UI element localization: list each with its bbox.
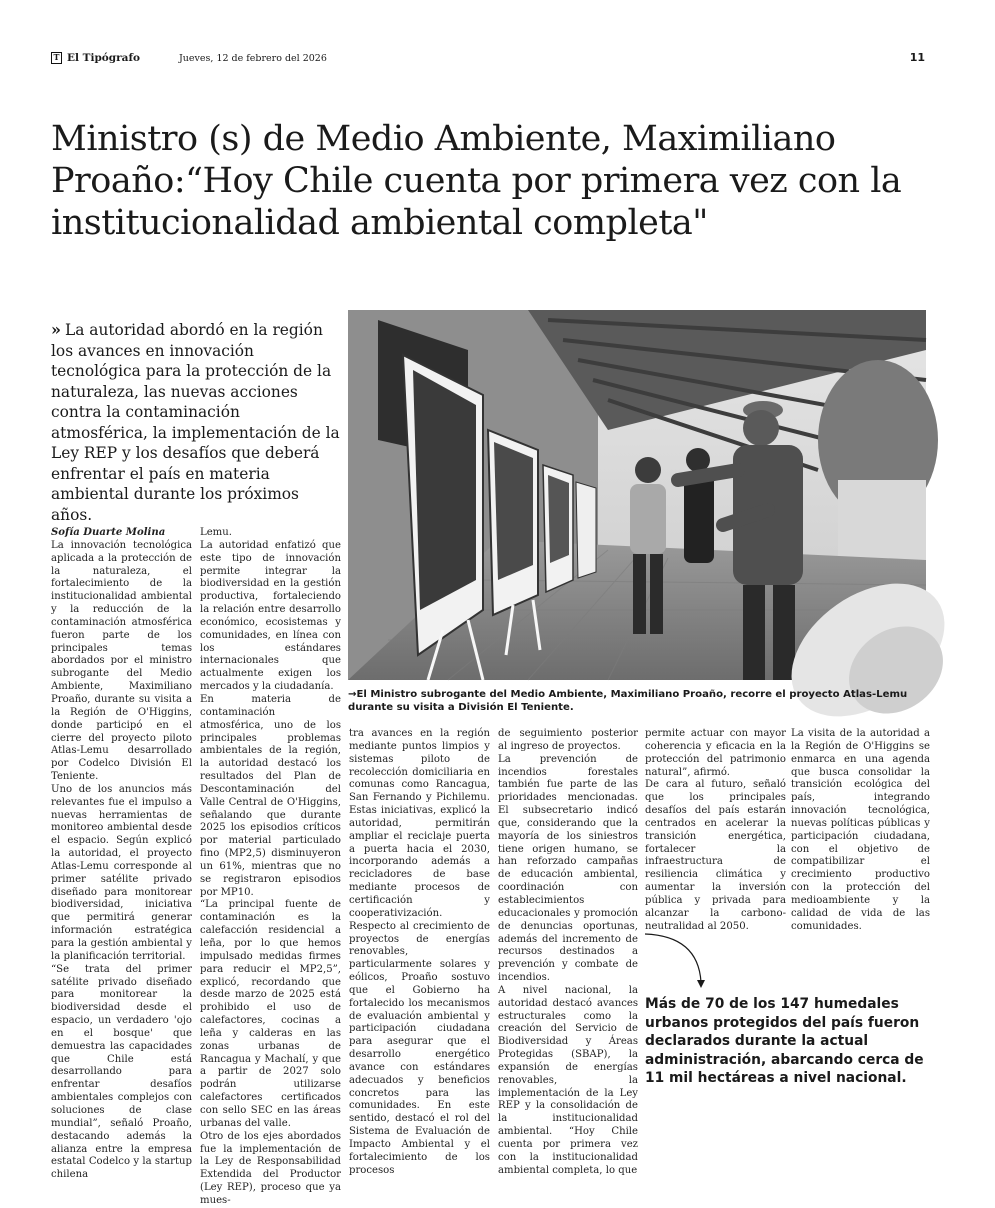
paragraph: Respecto al crecimiento de proyectos de energías renovables, particularmente solares y eólicos, Proaño sostuvo que el Gobierno ha fortalecido los mecanismos de evaluación ambiental y participación ciudadana para asegurar que el desarrollo energético avance con estándares adecuados y beneficios concretos para las comunidades. En este sentido, destacó el rol del Sistema de Evaluación de Impacto Ambiental y el fortalecimiento de los procesos [349,920,490,1176]
paragraph: La innovación tecnológica aplicada a la protección de la naturaleza, el fortalecimiento de la institucionalidad ambiental y la reducción de la contaminación atmosférica fueron parte de los principales temas abordados por el ministro subrogante del Medio Ambiente, Maximiliano Proaño, durante su visita a la Región de O'Higgins, donde participó en el cierre del proyecto piloto Atlas-Lemu desarrollado por Codelco División El Teniente. [51,539,192,783]
paragraph: Lemu. [200,527,232,538]
masthead [51,50,931,68]
paragraph: La visita de la autoridad a la Región de O'Higgins se enmarca en una agenda que busca consolidar la transición ecológica del país, integrando innovación tecnológica, nuevas políticas públicas y participación ciudadana, con el objetivo de compatibilizar el crecimiento productivo con la protección del medioambiente y la calidad de vida de las comunidades. [791,728,930,932]
chevron-icon: » [51,320,61,339]
article-column-4 [498,728,638,1178]
article-column-6 [791,728,930,934]
article-photo [348,310,926,680]
lede-text: La autoridad abordó en la región los avances en innovación tecnológica para la protección de la naturaleza, las nuevas acciones contra la contaminación atmosférica, la implementación de la Ley REP y los desafíos que deberá enfrentar el país en materia ambiental durante los próximos años. [51,321,340,524]
byline: Sofía Duarte Molina [51,527,166,538]
headline-line-1: Ministro (s) de Medio Ambiente, Maximiliano [51,119,836,159]
paragraph: permite actuar con mayor coherencia y eficacia en la protección del patrimonio natural”, afirmó. [645,728,786,778]
headline-line-3: institucionalidad ambiental completa" [51,203,708,243]
paragraph: “La principal fuente de contaminación es la calefacción residencial a leña, por lo que hemos impulsado medidas firmes para reducir el MP2,5”, explicó, recordando que desde marzo de 2025 está prohibido el uso de calefactores, cocinas a leña y calderas en las zonas urbanas de Rancagua y Machalí, y que a partir de 2027 solo podrán utilizarse calefactores certificados con sello SEC en las áreas urbanas del valle. [200,899,341,1129]
photo-caption: →El Ministro subrogante del Medio Ambiente, Maximiliano Proaño, recorre el proyecto Atlas-Lemu durante su visita a División El Teniente. [348,689,908,713]
article-column-1 [51,527,192,1182]
paragraph: Otro de los ejes abordados fue la implementación de la Ley de Responsabilidad Extendida del Productor (Ley REP), proceso que ya mues- [200,1130,341,1206]
issue-date: Jueves, 12 de febrero del 2026 [179,53,327,64]
paragraph: tra avances en la región mediante puntos limpios y sistemas piloto de recolección domiciliaria en comunas como Rancagua, San Fernando y Pichilemu. Estas iniciativas, explicó la autoridad, permitirán ampliar el reciclaje puerta a puerta hacia el 2030, incorporando además a recicladores de base mediante procesos de certificación y cooperativización. [349,728,490,919]
page-number: 11 [909,51,925,64]
paragraph: La prevención de incendios forestales también fue parte de las prioridades mencionadas. El subsecretario indicó que, considerando que la mayoría de los siniestros tiene origen humano, se han reforzado campañas de educación ambiental, coordinación con establecimientos educacionales y promoción de denuncias oportunas, además del incremento de recursos destinados a prevención y combate de incendios. [498,753,638,984]
paragraph: En materia de contaminación atmosférica, uno de los principales problemas ambientales de la región, la autoridad destacó los resultados del Plan de Descontaminación del Valle Central de O'Higgins, señalando que durante 2025 los episodios críticos por material particulado fino (MP2,5) disminuyeron un 61%, mientras que no se registraron episodios por MP10. [200,693,341,898]
pullquote: Más de 70 de los 147 humedales urbanos protegidos del país fueron declarados durante la actual administración, abarcando cerca de 11 mil hectáreas a nivel nacional. [645,996,924,1087]
pullquote-arrow-icon [643,930,713,990]
article-column-5 [645,728,786,934]
paragraph: de seguimiento posterior al ingreso de proyectos. [498,728,638,752]
article-column-2 [200,527,341,1208]
lede [51,320,341,525]
paragraph: Uno de los anuncios más relevantes fue el impulso a nuevas herramientas de monitoreo ambiental desde el espacio. Según explicó la autoridad, el proyecto Atlas-Lemu corresponde al primer satélite privado diseñado para monitorear biodiversidad, iniciativa que permitirá generar información estratégica para la gestión ambiental y la planificación territorial. [51,783,192,962]
paragraph: De cara al futuro, señaló que los principales desafíos del país estarán centrados en acelerar la transición energética, fortalecer la infraestructura de resiliencia climática y aumentar la inversión pública y privada para alcanzar la carbono-neutralidad al 2050. [645,779,786,932]
paragraph: “Se trata del primer satélite privado diseñado para monitorear la biodiversidad desde el espacio, un verdadero 'ojo en el bosque' que demuestra las capacidades que Chile está desarrollando para enfrentar desafíos ambientales complejos con soluciones de clase mundial”, señaló Proaño, destacando además la alianza entre la empresa estatal Codelco y la startup chilena [51,963,192,1181]
paragraph: La autoridad enfatizó que este tipo de innovación permite integrar la biodiversidad en la gestión productiva, fortaleciendo la relación entre desarrollo económico, ecosistemas y comunidades, en línea con los estándares internacionales que actualmente exigen los mercados y la ciudadanía. [200,539,341,693]
paper-name: El Tipógrafo [67,52,140,64]
headline-line-2: Proaño:“Hoy Chile cuenta por primera vez con la [51,161,902,201]
headline [51,118,951,244]
paragraph: A nivel nacional, la autoridad destacó avances estructurales como la creación del Servicio de Biodiversidad y Áreas Protegidas (SBAP), la expansión de energías renovables, la implementación de la Ley REP y la consolidación de la institucionalidad ambiental. “Hoy Chile cuenta por primera vez con la institucionalidad ambiental completa, lo que [498,984,638,1176]
article-column-3 [349,728,490,1178]
paper-logo: T [51,52,62,64]
photo-exhibit-scene-icon [348,310,926,680]
